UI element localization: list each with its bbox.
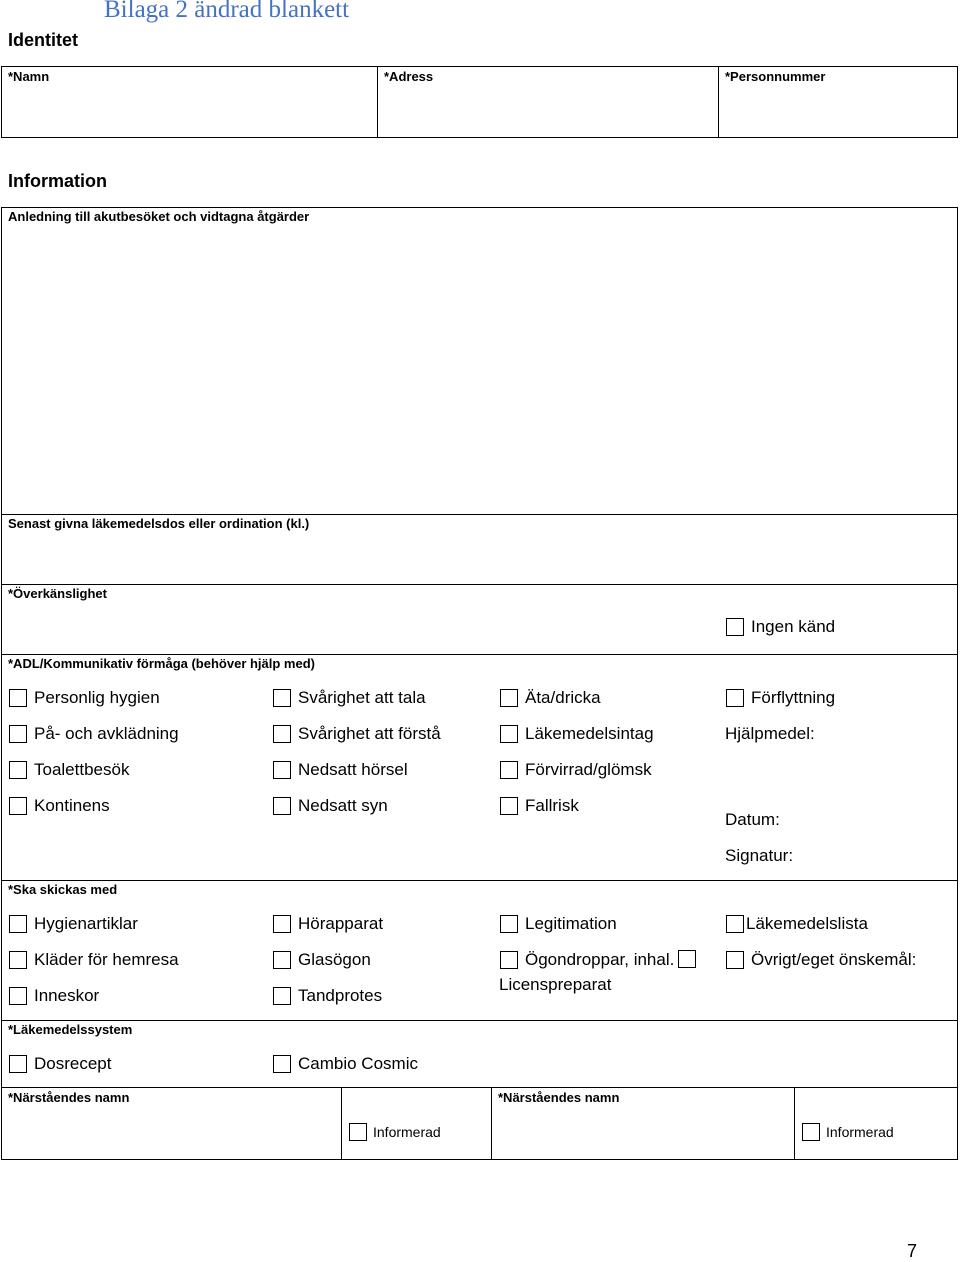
send-hygiene-checkbox[interactable]: Hygienartiklar — [9, 914, 138, 934]
send-dentures-checkbox[interactable]: Tandprotes — [273, 986, 382, 1006]
checkbox-icon — [726, 951, 744, 969]
date-field-label: Datum: — [725, 810, 780, 829]
checkbox-icon — [726, 689, 744, 707]
adl-personal-hygiene-checkbox[interactable]: Personlig hygien — [9, 688, 160, 708]
checkbox-icon — [273, 725, 291, 743]
checkbox-icon — [500, 797, 518, 815]
send-along-field-label: *Ska skickas med — [8, 882, 118, 897]
document-title: Bilaga 2 ändrad blankett — [104, 0, 350, 23]
adl-mobility-checkbox[interactable]: Förflyttning — [726, 688, 835, 708]
checkbox-icon — [9, 987, 27, 1005]
checkbox-icon — [802, 1123, 820, 1141]
section-heading-information: Information — [8, 171, 107, 191]
send-medication-list-checkbox[interactable]: Läkemedelslista — [726, 914, 868, 934]
adl-medication-intake-checkbox[interactable]: Läkemedelsintag — [500, 724, 654, 744]
checkbox-icon — [273, 915, 291, 933]
checkbox-icon — [9, 761, 27, 779]
adl-continence-checkbox[interactable]: Kontinens — [9, 796, 110, 816]
checkbox-icon — [273, 1055, 291, 1073]
medication-system-field-label: *Läkemedelssystem — [8, 1022, 133, 1037]
adl-fall-risk-checkbox[interactable]: Fallrisk — [500, 796, 579, 816]
checkbox-icon — [500, 761, 518, 779]
row-divider — [1, 654, 958, 655]
relative-informed-checkbox-2[interactable]: Informerad — [802, 1123, 894, 1141]
cambio-cosmic-checkbox[interactable]: Cambio Cosmic — [273, 1054, 418, 1074]
reason-field-label: Anledning till akutbesöket och vidtagna åtgärder — [8, 209, 310, 224]
checkbox-icon — [9, 797, 27, 815]
checkbox-icon — [726, 618, 744, 636]
checkbox-icon — [500, 915, 518, 933]
relative-name-label-2: *Närståendes namn — [498, 1090, 620, 1105]
send-eyedrops-checkbox[interactable]: Ögondroppar, inhal. — [500, 950, 674, 970]
row-divider — [1, 1020, 958, 1021]
checkbox-icon — [273, 797, 291, 815]
adl-vision-checkbox[interactable]: Nedsatt syn — [273, 796, 388, 816]
checkbox-icon — [500, 951, 518, 969]
adl-toilet-checkbox[interactable]: Toalettbesök — [9, 760, 129, 780]
dose-field-label: Senast givna läkemedelsdos eller ordination (kl.) — [8, 516, 310, 531]
send-other-checkbox[interactable]: Övrigt/eget önskemål: — [726, 950, 916, 970]
identity-divider — [377, 66, 378, 138]
relative-informed-checkbox[interactable]: Informerad — [349, 1123, 441, 1141]
adl-understanding-checkbox[interactable]: Svårighet att förstå — [273, 724, 441, 744]
checkbox-icon — [349, 1123, 367, 1141]
checkbox-icon — [273, 951, 291, 969]
checkbox-icon — [273, 987, 291, 1005]
address-field-label: *Adress — [384, 69, 434, 84]
send-hearing-aid-checkbox[interactable]: Hörapparat — [273, 914, 383, 934]
adl-dressing-checkbox[interactable]: På- och avklädning — [9, 724, 179, 744]
page-number: 7 — [907, 1241, 918, 1261]
name-field-label: *Namn — [8, 69, 50, 84]
send-glasses-checkbox[interactable]: Glasögon — [273, 950, 371, 970]
checkbox-icon — [9, 1055, 27, 1073]
row-divider — [1, 1087, 958, 1088]
adl-field-label: *ADL/Kommunikativ förmåga (behöver hjälp med) — [8, 656, 315, 671]
checkbox-icon — [9, 951, 27, 969]
adl-hearing-checkbox[interactable]: Nedsatt hörsel — [273, 760, 408, 780]
row-divider — [1, 880, 958, 881]
checkbox-icon — [500, 689, 518, 707]
checkbox-icon — [9, 725, 27, 743]
checkbox-icon — [726, 915, 744, 933]
relatives-divider — [491, 1087, 492, 1160]
adl-speaking-checkbox[interactable]: Svårighet att tala — [273, 688, 426, 708]
checkbox-icon — [9, 689, 27, 707]
checkbox-icon — [500, 725, 518, 743]
identity-divider — [718, 66, 719, 138]
information-form — [1, 207, 958, 1160]
signature-field-label: Signatur: — [725, 846, 794, 865]
checkbox-icon — [273, 689, 291, 707]
adl-eating-checkbox[interactable]: Äta/dricka — [500, 688, 601, 708]
section-heading-identitet: Identitet — [8, 30, 78, 50]
relative-name-label: *Närståendes namn — [8, 1090, 130, 1105]
send-slippers-checkbox[interactable]: Inneskor — [9, 986, 99, 1006]
checkbox-icon — [9, 915, 27, 933]
send-clothes-checkbox[interactable]: Kläder för hemresa — [9, 950, 179, 970]
row-divider — [1, 514, 958, 515]
aids-field-label: Hjälpmedel: — [725, 724, 815, 743]
adl-confused-checkbox[interactable]: Förvirrad/glömsk — [500, 760, 652, 780]
row-divider — [1, 584, 958, 585]
checkbox-icon — [273, 761, 291, 779]
license-drug-label: Licenspreparat — [499, 975, 612, 994]
allergy-field-label: *Överkänslighet — [8, 586, 107, 601]
allergy-none-checkbox[interactable]: Ingen känd — [726, 617, 835, 637]
send-license-drug-checkbox[interactable] — [678, 950, 696, 968]
relatives-divider — [341, 1087, 342, 1160]
personnummer-field-label: *Personnummer — [725, 69, 826, 84]
relatives-divider — [794, 1087, 795, 1160]
dosrecept-checkbox[interactable]: Dosrecept — [9, 1054, 111, 1074]
send-id-checkbox[interactable]: Legitimation — [500, 914, 617, 934]
